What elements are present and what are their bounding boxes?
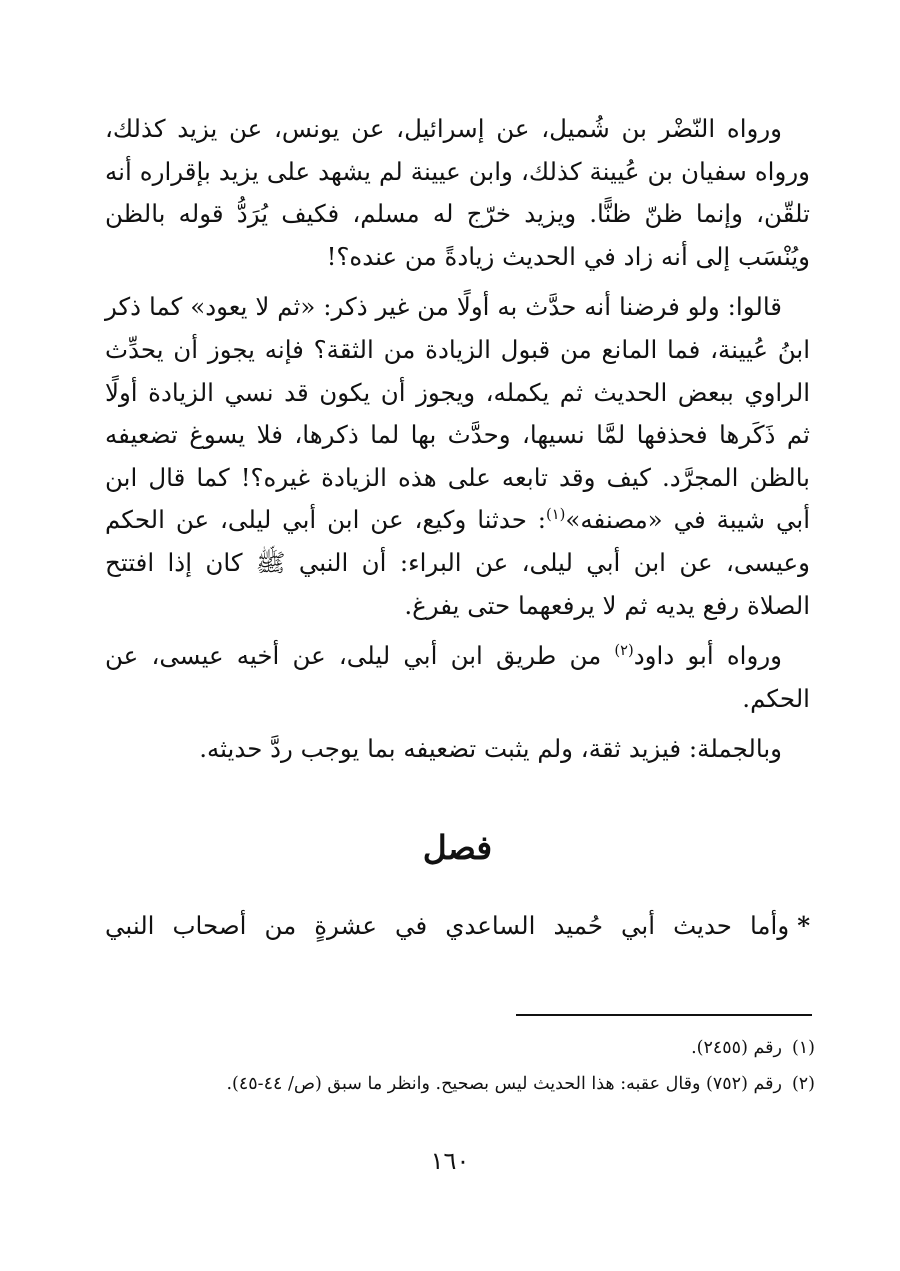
footnote-number: (١) (791, 1038, 815, 1058)
asterisk-marker: * (797, 911, 810, 940)
footnote-ref-2: (٢) (614, 641, 634, 659)
footnote-separator (516, 1014, 812, 1016)
paragraph-3 (105, 635, 810, 720)
footnote-text: رقم (٧٥٢) وقال عقبه: هذا الحديث ليس بصحيح. وانظر ما سبق (ص/ ٤٤-٤٥). (226, 1074, 782, 1094)
paragraph-1: ورواه النّضْر بن شُميل، عن إسرائيل، عن يونس، عن يزيد كذلك، ورواه سفيان بن عُيينة كذلك، وابن عيينة لم يشهد على يزيد بإقراره أنه تلقّن، وإنما ظنّ ظنًّا. ويزيد خرّج له مسلم، فكيف يُرَدُّ قوله بالظن ويُنْسَب إلى أنه زاد في الحديث زيادةً من عنده؟! (105, 114, 810, 271)
paragraph-2 (105, 286, 810, 627)
page-number: ١٦٠ (430, 1147, 470, 1175)
paragraph-4: وبالجملة: فيزيد ثقة، ولم يثبت تضعيفه بما يوجب ردَّ حديثه. (199, 734, 782, 764)
paragraph-3-text: ورواه أبو داود (633, 641, 782, 671)
footnote-text: رقم (٢٤٥٥). (691, 1038, 782, 1058)
section-heading: فصل (422, 828, 493, 867)
footnote-number: (٢) (791, 1074, 815, 1094)
footnote-ref-1: (١) (546, 506, 566, 524)
paragraph-2-text-cont: : حدثنا وكيع، عن ابن أبي ليلى، عن الحكم وعيسى، عن ابن أبي ليلى، عن البراء: أن النبي ﷺ كان إذا افتتح الصلاة رفع يديه ثم لا يرفعهما حتى يفرغ. (105, 505, 810, 620)
paragraph-3-text-cont: من طريق ابن أبي ليلى، عن أخيه عيسى، عن الحكم. (105, 641, 810, 713)
footnote-1 (105, 1030, 815, 1066)
main-text (105, 108, 810, 771)
paragraph-2-text: قالوا: ولو فرضنا أنه حدَّث به أولًا من غير ذكر: «ثم لا يعود» كما ذكر ابنُ عُيينة، فما المانع من قبول الزيادة من الثقة؟ فإنه يجوز أن يحدِّث الراوي ببعض الحديث ثم يكمله، ويجوز أن يكون قد نسي الزيادة أولًا ثم ذَكَرها فحذفها لمَّا نسيها، وحدَّث بها لما ذكرها، فلا يسوغ تضعيفه بالظن المجرَّد. كيف وقد تابعه على هذه الزيادة غيره؟! كما قال ابن أبي شيبة في «مصنفه» (105, 292, 811, 535)
footnotes (105, 1030, 815, 1102)
section-first-line (105, 905, 810, 948)
section-first-line-text: وأما حديث أبي حُميد الساعدي في عشرةٍ من أصحاب النبي (105, 911, 790, 940)
footnote-2 (105, 1066, 815, 1102)
